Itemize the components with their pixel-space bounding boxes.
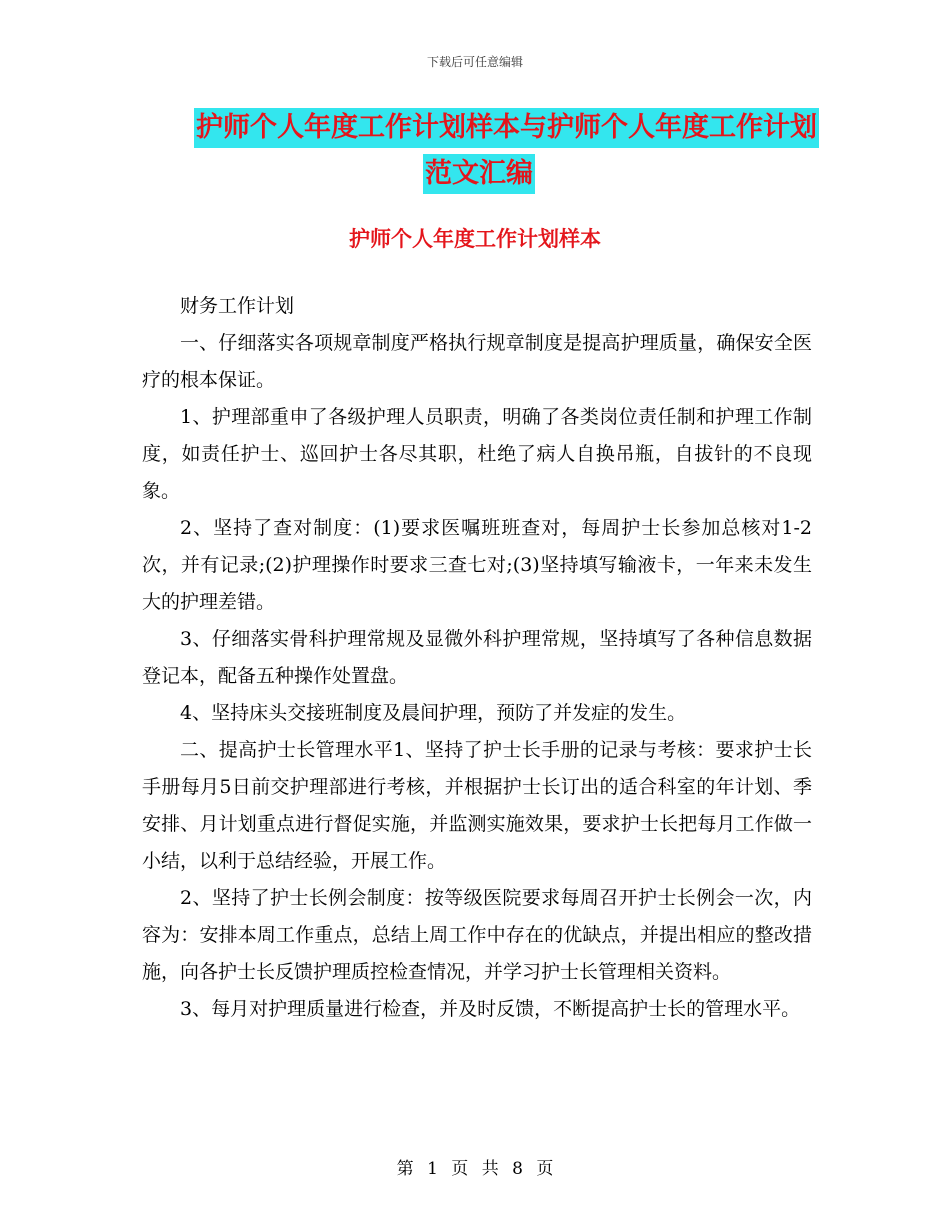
- paragraph: 2、坚持了护士长例会制度：按等级医院要求每周召开护士长例会一次，内容为：安排本周工作重点，总结上周工作中存在的优缺点，并提出相应的整改措施，向各护士长反馈护理质控检查情况，并学习护士长管理相关资料。: [142, 887, 812, 983]
- title-line-1: 护师个人年度工作计划样本与护师个人年度工作计划: [194, 108, 819, 148]
- paragraph: 4、坚持床头交接班制度及晨间护理，预防了并发症的发生。: [180, 702, 687, 724]
- paragraph: 3、仔细落实骨科护理常规及显微外科护理常规，坚持填写了各种信息数据登记本，配备五种操作处置盘。: [142, 628, 812, 687]
- title-line-2: 范文汇编: [423, 154, 535, 194]
- header-note: 下载后可任意编辑: [426, 55, 523, 69]
- footer-page-number: 1: [427, 1159, 438, 1179]
- paragraph: 2、坚持了查对制度：(1)要求医嘱班班查对，每周护士长参加总核对1-2次，并有记录;(2)护理操作时要求三查七对;(3)坚持填写输液卡，一年来未发生大的护理差错。: [142, 517, 812, 613]
- paragraph: 1、护理部重申了各级护理人员职责，明确了各类岗位责任制和护理工作制度，如责任护士、巡回护士各尽其职，杜绝了病人自换吊瓶，自拔针的不良现象。: [142, 406, 812, 502]
- paragraph: 3、每月对护理质量进行检查，并及时反馈，不断提高护士长的管理水平。: [180, 998, 801, 1020]
- page-footer: [0, 1154, 950, 1179]
- footer-total-pages: 8: [512, 1159, 523, 1179]
- footer-page-mid: 页: [451, 1159, 469, 1179]
- paragraph: 二、提高护士长管理水平1、坚持了护士长手册的记录与考核：要求护士长手册每月5日前交护理部进行考核，并根据护士长订出的适合科室的年计划、季安排、月计划重点进行督促实施，并监测实施效果，要求护士长把每月工作做一小结，以利于总结经验，开展工作。: [142, 739, 812, 872]
- body-text: [142, 288, 812, 1028]
- footer-page-prefix: 第: [396, 1159, 414, 1179]
- footer-total-suffix: 页: [536, 1159, 554, 1179]
- footer-total-prefix: 共: [481, 1159, 499, 1179]
- section-title: 护师个人年度工作计划样本: [349, 227, 601, 251]
- paragraph: 财务工作计划: [180, 295, 295, 317]
- paragraph: 一、仔细落实各项规章制度严格执行规章制度是提高护理质量，确保安全医疗的根本保证。: [142, 332, 812, 391]
